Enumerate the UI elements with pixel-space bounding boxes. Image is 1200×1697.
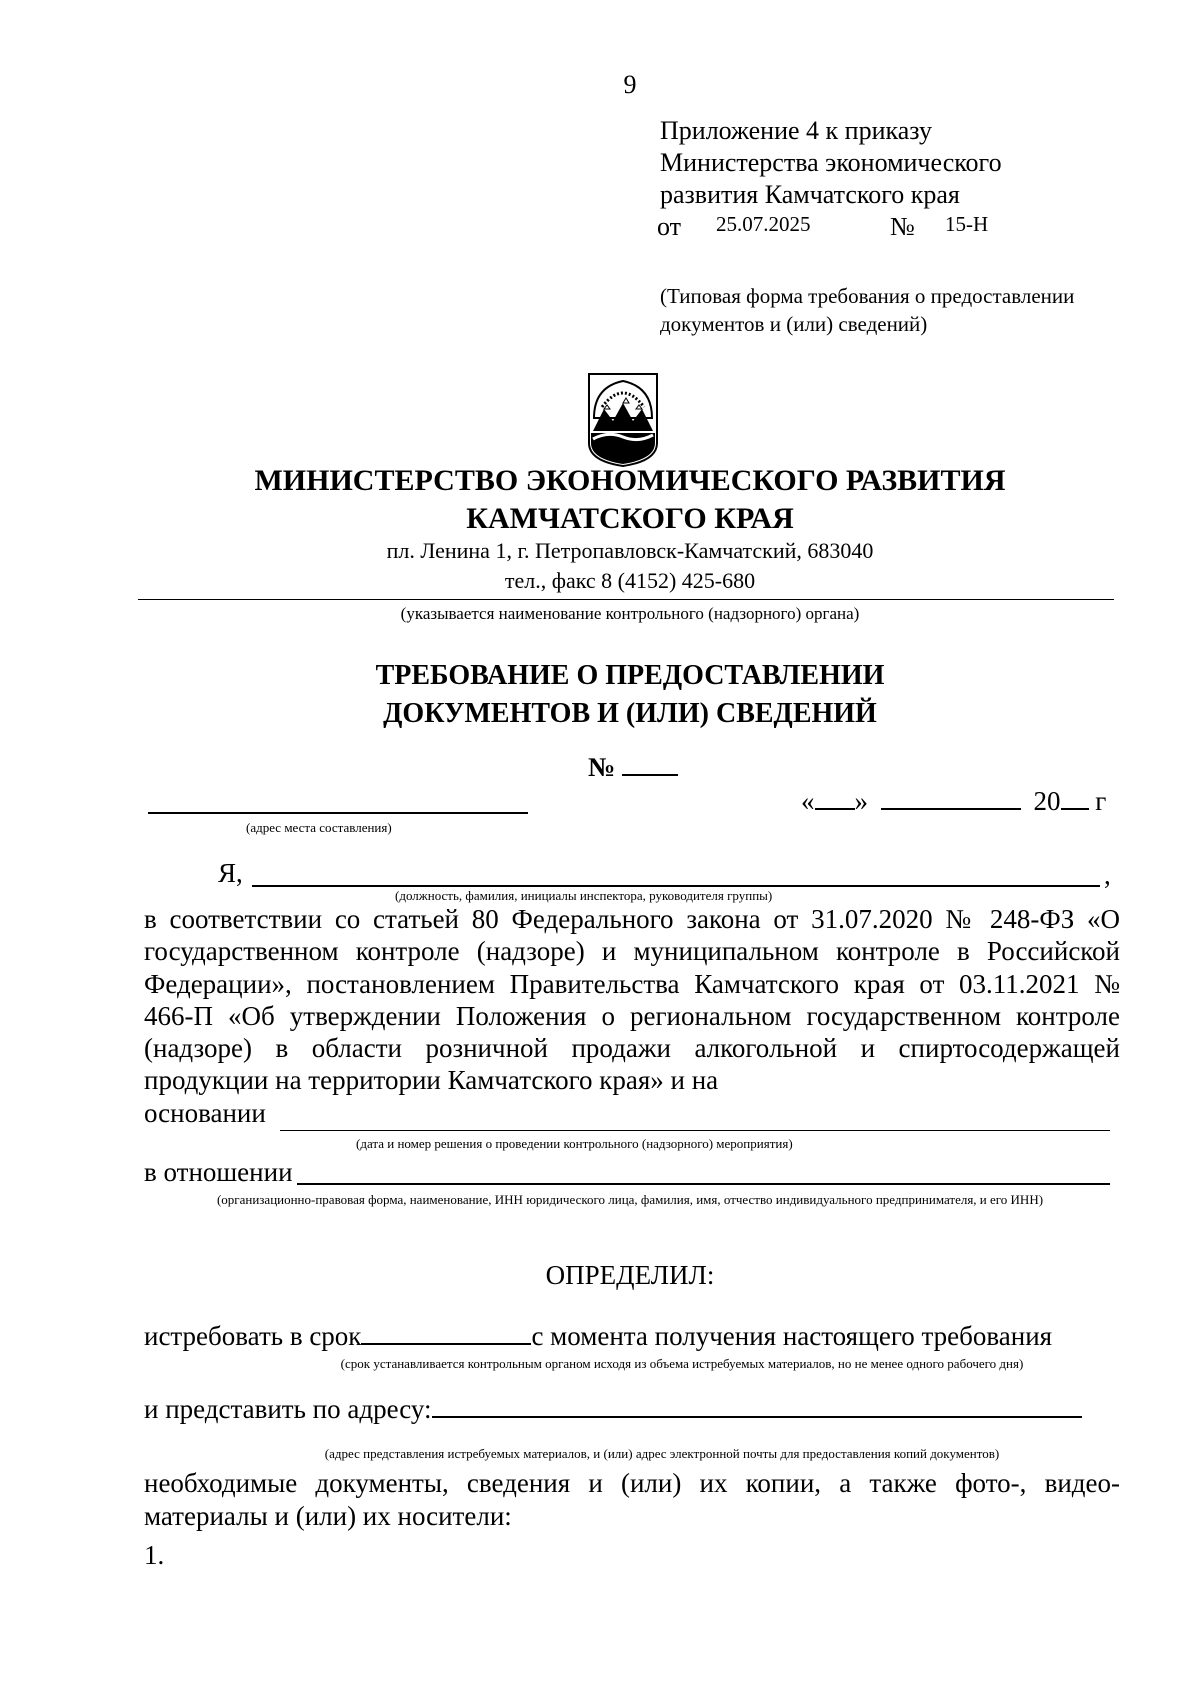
demand-line bbox=[144, 1321, 1052, 1352]
demand-suffix: с момента получения настоящего требования bbox=[531, 1321, 1053, 1351]
number-label: № bbox=[588, 752, 616, 782]
typical-form-line: (Типовая форма требования о предоставлении bbox=[660, 284, 1075, 308]
org-caption: (организационно-правовая форма, наименование, ИНН юридического лица, фамилия, имя, отчество индивидуального предпринимателя, и его ИНН) bbox=[216, 1192, 1044, 1207]
authority-caption: (указывается наименование контрольного (надзорного) органа) bbox=[400, 604, 860, 623]
inspector-comma: , bbox=[1104, 860, 1111, 890]
typical-form-note bbox=[660, 282, 1074, 338]
basis-blank bbox=[280, 1130, 1110, 1131]
demand-prefix: истребовать в срок bbox=[144, 1321, 362, 1351]
quote-close: » bbox=[854, 786, 868, 816]
appendix-line: развития Камчатского края bbox=[660, 180, 960, 209]
submit-label: и представить по адресу: bbox=[144, 1394, 432, 1424]
inspector-caption: (должность, фамилия, инициалы инспектора, руководителя группы) bbox=[395, 888, 773, 903]
inspector-prefix: Я, bbox=[218, 858, 243, 888]
basis-label: основании bbox=[144, 1097, 266, 1128]
legal-basis-text: в соответствии со статьей 80 Федерального закона от 31.07.2020 № 248-ФЗ «О государственном контроле (надзоре) и муниципальном контроле в Российской Федерации», постановлением Правительства Камчатского края от 03.11.2021 № 466-П «Об утверждении Положения о региональном государственном контроле (надзоре) в области розничной продажи алкогольной и спиртосодержащей продукции на территории Камчатского края» и на bbox=[144, 904, 1120, 1096]
submit-line bbox=[144, 1394, 1082, 1425]
ministry-name-line: МИНИСТЕРСТВО ЭКОНОМИЧЕСКОГО РАЗВИТИЯ bbox=[254, 464, 1006, 497]
term-blank bbox=[361, 1321, 531, 1345]
ministry-name bbox=[0, 462, 1200, 538]
quote-open: « bbox=[801, 786, 815, 816]
number-blank bbox=[622, 752, 678, 776]
ministry-phone: тел., факс 8 (4152) 425-680 bbox=[504, 568, 756, 593]
relation-blank bbox=[297, 1183, 1110, 1185]
divider bbox=[138, 599, 1114, 600]
date-field bbox=[801, 786, 1106, 817]
year-suffix: г bbox=[1095, 786, 1107, 816]
document-title-line: ДОКУМЕНТОВ И (ИЛИ) СВЕДЕНИЙ bbox=[383, 698, 877, 729]
day-blank bbox=[815, 786, 855, 810]
requirement-number bbox=[588, 752, 678, 783]
ministry-contacts bbox=[0, 536, 1200, 596]
month-blank bbox=[881, 786, 1021, 810]
document-title-line: ТРЕБОВАНИЕ О ПРЕДОСТАВЛЕНИИ bbox=[375, 660, 885, 691]
legal-basis-paragraph bbox=[144, 903, 1120, 1129]
appendix-line: Приложение 4 к приказу bbox=[660, 116, 933, 145]
appendix-line: Министерства экономического bbox=[660, 148, 1002, 177]
document-title bbox=[0, 657, 1200, 733]
relation-label: в отношении bbox=[144, 1157, 293, 1187]
appendix-header bbox=[660, 115, 1002, 211]
ministry-address: пл. Ленина 1, г. Петропавловск-Камчатский, 683040 bbox=[386, 538, 874, 563]
place-caption: (адрес места составления) bbox=[246, 820, 392, 835]
submit-address-blank bbox=[432, 1394, 1082, 1418]
number-sign: № bbox=[890, 212, 915, 241]
term-caption: (срок устанавливается контрольным органом исходя из объема истребуемых материалов, но не менее одного рабочего дня) bbox=[340, 1356, 1024, 1371]
submit-caption: (адрес представления истребуемых материалов, и (или) адрес электронной почты для предоставления копий документов) bbox=[324, 1446, 1000, 1461]
needed-documents-text: необходимые документы, сведения и (или) их копии, а также фото-, видео-материалы и (или) их носители: bbox=[144, 1468, 1120, 1531]
typical-form-line: документов и (или) сведений) bbox=[660, 312, 928, 336]
inspector-blank bbox=[252, 885, 1100, 887]
ministry-name-line: КАМЧАТСКОГО КРАЯ bbox=[466, 502, 794, 535]
determined-heading: ОПРЕДЕЛИЛ: bbox=[545, 1260, 715, 1290]
order-number: 15-Н bbox=[945, 212, 989, 236]
year-prefix: 20 bbox=[1033, 786, 1061, 816]
list-item: 1. bbox=[144, 1540, 165, 1570]
order-date: 25.07.2025 bbox=[716, 212, 811, 236]
page-number: 9 bbox=[623, 70, 637, 99]
decision-caption: (дата и номер решения о проведении контрольного (надзорного) мероприятия) bbox=[356, 1136, 793, 1151]
place-blank bbox=[148, 812, 528, 814]
ot-label: от bbox=[657, 212, 682, 241]
kamchatka-coat-of-arms-icon bbox=[588, 373, 658, 467]
year-blank bbox=[1061, 786, 1089, 810]
